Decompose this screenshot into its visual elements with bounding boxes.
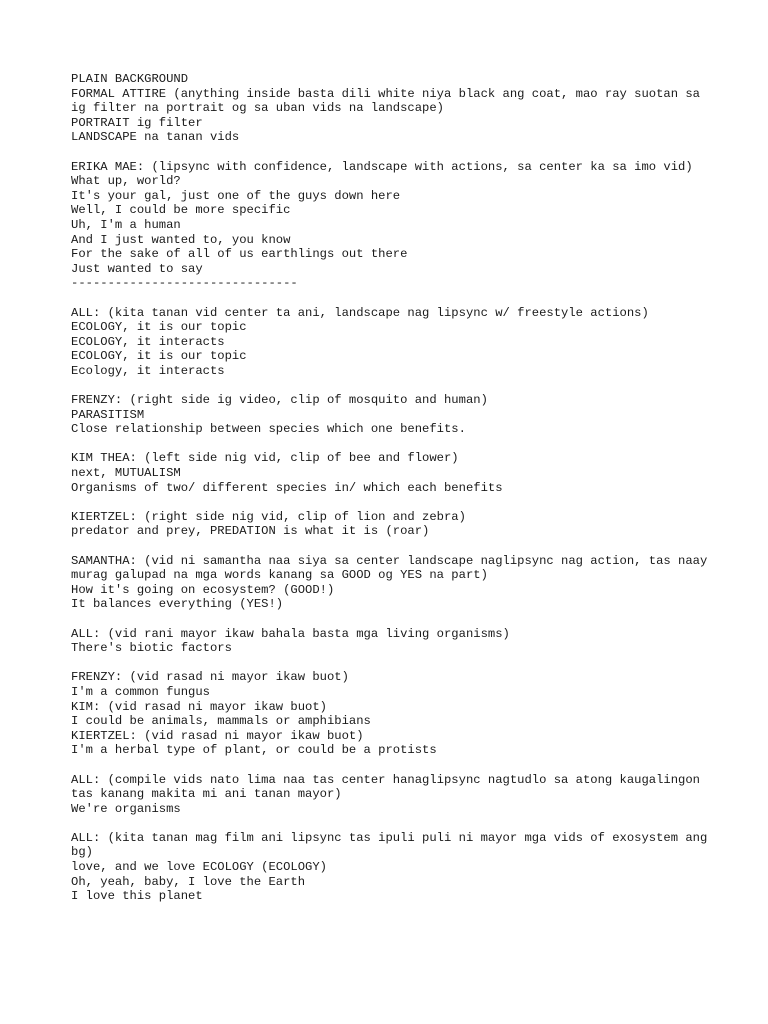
text-line: How it's going on ecosystem? (GOOD!) xyxy=(71,582,335,597)
text-line: ALL: (kita tanan mag film ani lipsync tas ipuli puli ni mayor mga vids of exosystem ang bg) xyxy=(71,830,715,860)
all-biotic-section xyxy=(71,627,711,656)
text-line: Just wanted to say xyxy=(71,261,203,276)
text-line: Well, I could be more specific xyxy=(71,203,291,218)
text-line: For the sake of all of us earthlings out there xyxy=(71,247,408,262)
text-line: I love this planet xyxy=(71,889,203,904)
text-line: We're organisms xyxy=(71,801,181,816)
text-line: What up, world? xyxy=(71,174,181,189)
text-line: FRENZY: (right side ig video, clip of mosquito and human) xyxy=(71,393,488,408)
script-document xyxy=(71,72,715,918)
text-line: I'm a herbal type of plant, or could be a protists xyxy=(71,743,437,758)
frenzy-parasitism-section xyxy=(71,393,711,437)
all-chorus-section xyxy=(71,306,711,379)
erika-mae-section xyxy=(71,160,711,291)
text-line: Organisms of two/ different species in/ which each benefits xyxy=(71,480,503,495)
text-line: PLAIN BACKGROUND xyxy=(71,72,189,86)
text-line: ALL: (kita tanan vid center ta ani, landscape nag lipsync w/ freestyle actions) xyxy=(71,305,649,320)
text-line: LANDSCAPE na tanan vids xyxy=(71,130,240,145)
production-notes xyxy=(71,72,711,145)
samantha-section xyxy=(71,553,715,612)
text-line: ALL: (vid rani mayor ikaw bahala basta mga living organisms) xyxy=(71,626,510,641)
text-line: PARASITISM xyxy=(71,407,145,422)
text-line: predator and prey, PREDATION is what it is (roar) xyxy=(71,524,430,539)
kim-thea-mutualism-section xyxy=(71,451,711,495)
text-line: FRENZY: (vid rasad ni mayor ikaw buot) xyxy=(71,670,349,685)
text-line: Uh, I'm a human xyxy=(71,217,181,232)
text-line: KIM: (vid rasad ni mayor ikaw buot) xyxy=(71,699,327,714)
text-line: PORTRAIT ig filter xyxy=(71,115,203,130)
text-line: There's biotic factors xyxy=(71,641,232,656)
text-line: Ecology, it interacts xyxy=(71,363,225,378)
text-line: And I just wanted to, you know xyxy=(71,232,291,247)
organisms-roles-section xyxy=(71,670,711,758)
text-line: It balances everything (YES!) xyxy=(71,597,284,612)
text-line: KIERTZEL: (vid rasad ni mayor ikaw buot) xyxy=(71,728,364,743)
text-line: love, and we love ECOLOGY (ECOLOGY) xyxy=(71,860,327,875)
text-line: ECOLOGY, it is our topic xyxy=(71,349,247,364)
all-finale-section xyxy=(71,830,715,904)
text-line: KIERTZEL: (right side nig vid, clip of lion and zebra) xyxy=(71,509,466,524)
text-line: ECOLOGY, it interacts xyxy=(71,334,225,349)
text-line: ECOLOGY, it is our topic xyxy=(71,320,247,335)
kiertzel-predation-section xyxy=(71,510,711,539)
text-line: FORMAL ATTIRE (anything inside basta dili white niya black ang coat, mao ray suotan sa ig filter na portrait og sa uban vids na landscape) xyxy=(71,86,708,116)
text-line: Close relationship between species which one benefits. xyxy=(71,422,466,437)
text-line: It's your gal, just one of the guys down here xyxy=(71,188,401,203)
text-line: next, MUTUALISM xyxy=(71,466,181,481)
text-line: I could be animals, mammals or amphibians xyxy=(71,714,371,729)
text-line: SAMANTHA: (vid ni samantha naa siya sa center landscape naglipsync nag action, tas naay murag galupad na mga words kanang sa GOOD og YES na part) xyxy=(71,553,715,583)
text-line: KIM THEA: (left side nig vid, clip of bee and flower) xyxy=(71,451,459,466)
all-organisms-section xyxy=(71,773,711,817)
text-line: ALL: (compile vids nato lima naa tas center hanaglipsync nagtudlo sa atong kaugalingon tas kanang makita mi ani tanan mayor) xyxy=(71,772,708,802)
section-divider: ------------------------------- xyxy=(71,276,298,291)
text-line: I'm a common fungus xyxy=(71,684,210,699)
text-line: ERIKA MAE: (lipsync with confidence, landscape with actions, sa center ka sa imo vid) xyxy=(71,159,693,174)
text-line: Oh, yeah, baby, I love the Earth xyxy=(71,874,306,889)
